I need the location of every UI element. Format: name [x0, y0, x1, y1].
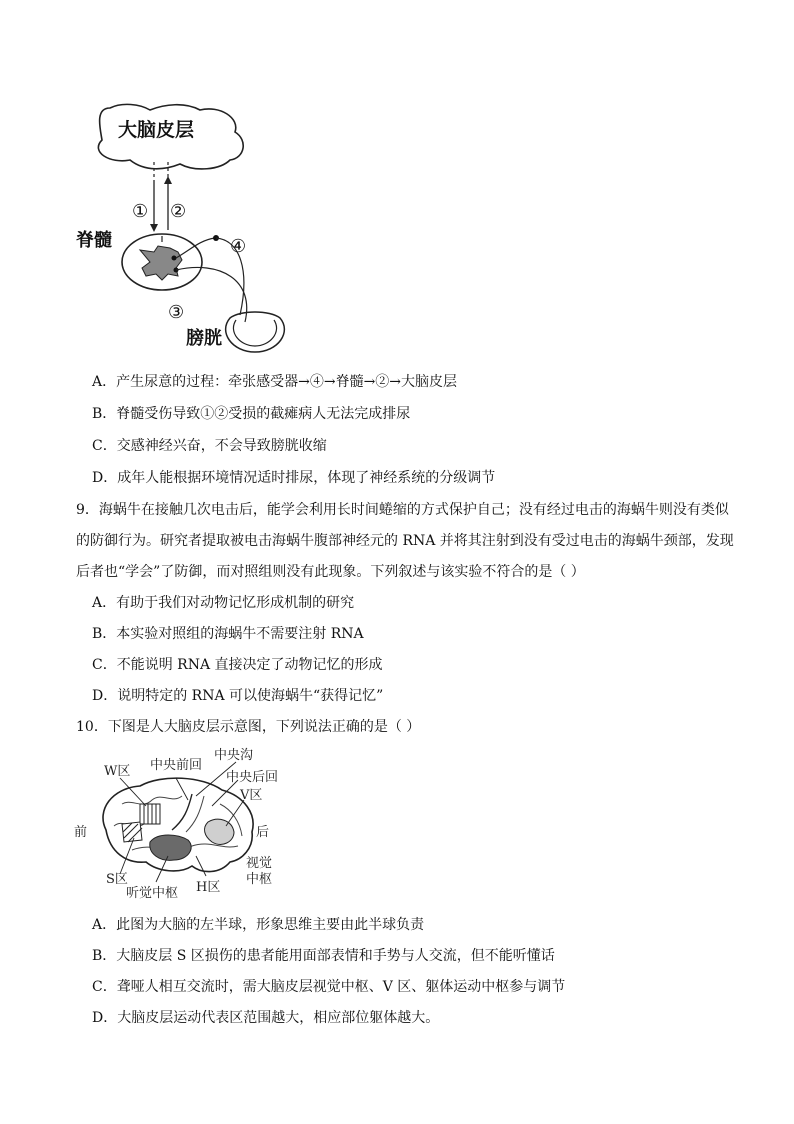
visual-center-label-line2: 中枢: [246, 872, 273, 887]
q8-option-c: C．交感神经兴奋，不会导致膀胱收缩: [92, 438, 327, 454]
q9-stem-line-3: 后者也“学会”了防御，而对照组则没有此现象。下列叙述与该实验不符合的是（ ）: [76, 564, 585, 580]
q9-option-d: D．说明特定的 RNA 可以使海蜗牛“获得记忆”: [92, 688, 384, 704]
q8-option-d: D．成年人能根据环境情况适时排尿，体现了神经系统的分级调节: [92, 470, 496, 486]
q10-stem: 10．下图是人大脑皮层示意图，下列说法正确的是（ ）: [76, 719, 421, 735]
q10-option-b: B．大脑皮层 S 区损伤的患者能用面部表情和手势与人交流，但不能听懂话: [92, 948, 555, 964]
marker-4: ④: [230, 236, 247, 257]
back-label: 后: [256, 825, 270, 840]
visual-center-label-line1: 视觉: [246, 856, 273, 871]
central-sulcus-label: 中央沟: [214, 748, 254, 763]
v-area-label: V区: [240, 788, 263, 803]
s-area-label: S区: [106, 872, 128, 887]
cortex-label: 大脑皮层: [118, 119, 195, 141]
q9-option-c: C．不能说明 RNA 直接决定了动物记忆的形成: [92, 657, 383, 673]
postcentral-gyrus-label: 中央后回: [226, 770, 279, 785]
bladder-label: 膀胱: [186, 328, 222, 349]
marker-3: ③: [168, 302, 185, 323]
marker-2: ②: [170, 201, 187, 222]
spinal-cord-label: 脊髓: [76, 230, 112, 251]
q9-stem-line-1: 9．海蜗牛在接触几次电击后，能学会利用长时间蜷缩的方式保护自己；没有经过电击的海蜗牛则没有类似: [76, 502, 729, 518]
q10-option-c: C．聋哑人相互交流时，需大脑皮层视觉中枢、V 区、躯体运动中枢参与调节: [92, 979, 566, 995]
q10-option-a: A．此图为大脑的左半球，形象思维主要由此半球负责: [92, 917, 425, 933]
w-area-label: W区: [104, 764, 131, 779]
q9-option-a: A．有助于我们对动物记忆形成机制的研究: [92, 595, 355, 611]
q8-option-a: A．产生尿意的过程：牵张感受器→④→脊髓→②→大脑皮层: [92, 374, 458, 390]
q8-option-b: B．脊髓受伤导致①②受损的截瘫病人无法完成排尿: [92, 406, 411, 422]
h-area-label: H区: [196, 880, 221, 895]
q10-option-d: D．大脑皮层运动代表区范围越大，相应部位躯体越大。: [92, 1010, 440, 1026]
q9-option-b: B．本实验对照组的海蜗牛不需要注射 RNA: [92, 626, 364, 642]
q9-stem-line-2: 的防御行为。研究者提取被电击海蜗牛腹部神经元的 RNA 并将其注射到没有受过电击的海蜗牛颈部，发现: [76, 533, 734, 549]
front-label: 前: [74, 825, 88, 840]
auditory-center-label: 听觉中枢: [126, 886, 179, 901]
precentral-gyrus-label: 中央前回: [150, 758, 203, 773]
marker-1: ①: [132, 201, 149, 222]
